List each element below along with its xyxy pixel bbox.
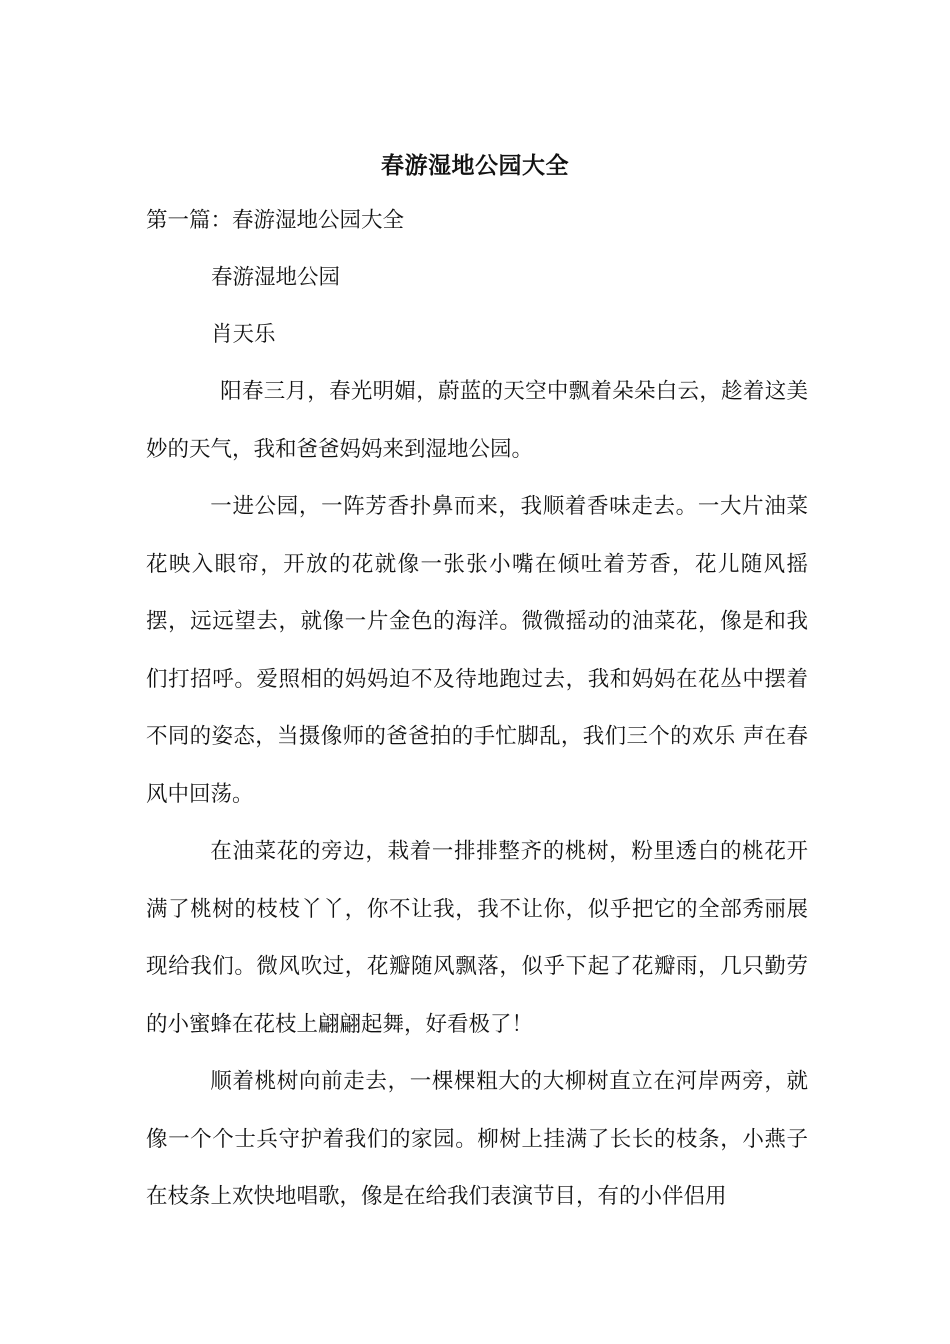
paragraph-2: 一进公园，一阵芳香扑鼻而来，我顺着香味走去。一大片油菜花映入眼帘，开放的花就像一张张小嘴在倾吐着芳香，花儿随风摇摆，远远望去，就像一片金色的海洋。微微摇动的油菜花，像是和我们打招呼。爱照相的妈妈迫不及待地跑过去，我和妈妈在花丛中摆着不同的姿态，当摄像师的爸爸拍的手忙脚乱，我们三个的欢乐 声在春风中回荡。 [146,494,808,807]
essay-title: 春游湿地公园 [211,265,341,290]
paragraph-1: 阳春三月，春光明媚，蔚蓝的天空中飘着朵朵白云，趁着这美妙的天气，我和爸爸妈妈来到湿地公园。 [146,379,808,462]
section-heading: 第一篇：春游湿地公园大全 [146,208,405,233]
author-name: 肖天乐 [211,322,276,347]
document-title: 春游湿地公园大全 [381,152,569,180]
paragraph-3: 在油菜花的旁边，栽着一排排整齐的桃树，粉里透白的桃花开满了桃树的枝枝丫丫，你不让我，我不让你，似乎把它的全部秀丽展现给我们。微风吹过，花瓣随风飘落，似乎下起了花瓣雨，几只勤劳的小蜜蜂在花枝上翩翩起舞，好看极了！ [146,839,808,1037]
paragraph-4: 顺着桃树向前走去，一棵棵粗大的大柳树直立在河岸两旁，就像一个个士兵守护着我们的家园。柳树上挂满了长长的枝条，小燕子在枝条上欢快地唱歌，像是在给我们表演节目，有的小伴侣用 [146,1069,808,1209]
